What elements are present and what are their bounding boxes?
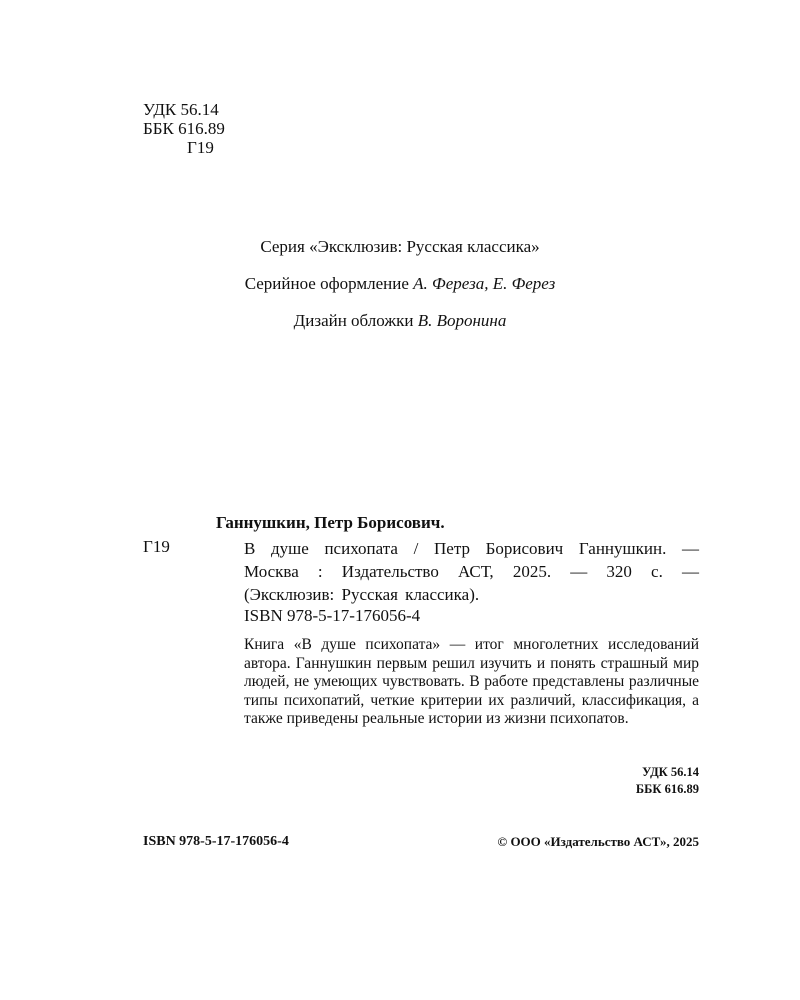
series-line: Серия «Эксклюзив: Русская классика» <box>260 237 540 256</box>
catalog-isbn: ISBN 978-5-17-176056-4 <box>244 606 421 625</box>
catalog-annotation: Книга «В душе психопата» — итог многолетних исследований автора. Ганнушкин первым решил изучить и понять страшный мир людей, не умеющих чувствовать. В работе представлены различные типы психопатий, четкие критерии их различий, классификация, а также приведены реальные истории из жизни психопатов. <box>244 636 699 727</box>
bbk-code: ББК 616.89 <box>143 119 225 138</box>
catalog-codes <box>560 764 699 798</box>
catalog-bbk: ББК 616.89 <box>635 782 699 796</box>
footer-copyright: © ООО «Издательство АСТ», 2025 <box>497 834 699 849</box>
catalog-description: В душе психопата / Петр Борисович Ганнушкин. — Москва : Издательство АСТ, 2025. — 320 с. — (Эксклюзив: Русская классика). <box>244 539 699 604</box>
udk-code: УДК 56.14 <box>143 100 219 119</box>
series-design-line <box>0 274 800 294</box>
footer-isbn: ISBN 978-5-17-176056-4 <box>143 834 289 849</box>
cover-design-label: Дизайн обложки <box>293 311 414 330</box>
series-design-label: Серийное оформление <box>244 274 409 293</box>
catalog-udk: УДК 56.14 <box>642 765 699 779</box>
catalog-author-heading: Ганнушкин, Петр Борисович. <box>216 513 445 532</box>
classification-codes <box>143 100 225 157</box>
author-sign: Г19 <box>187 138 214 157</box>
cover-design-line <box>0 311 800 331</box>
series-design-names: А. Фереза, Е. Ферез <box>413 274 556 293</box>
cover-design-name: В. Воронина <box>417 311 507 330</box>
catalog-index: Г19 <box>143 537 170 556</box>
